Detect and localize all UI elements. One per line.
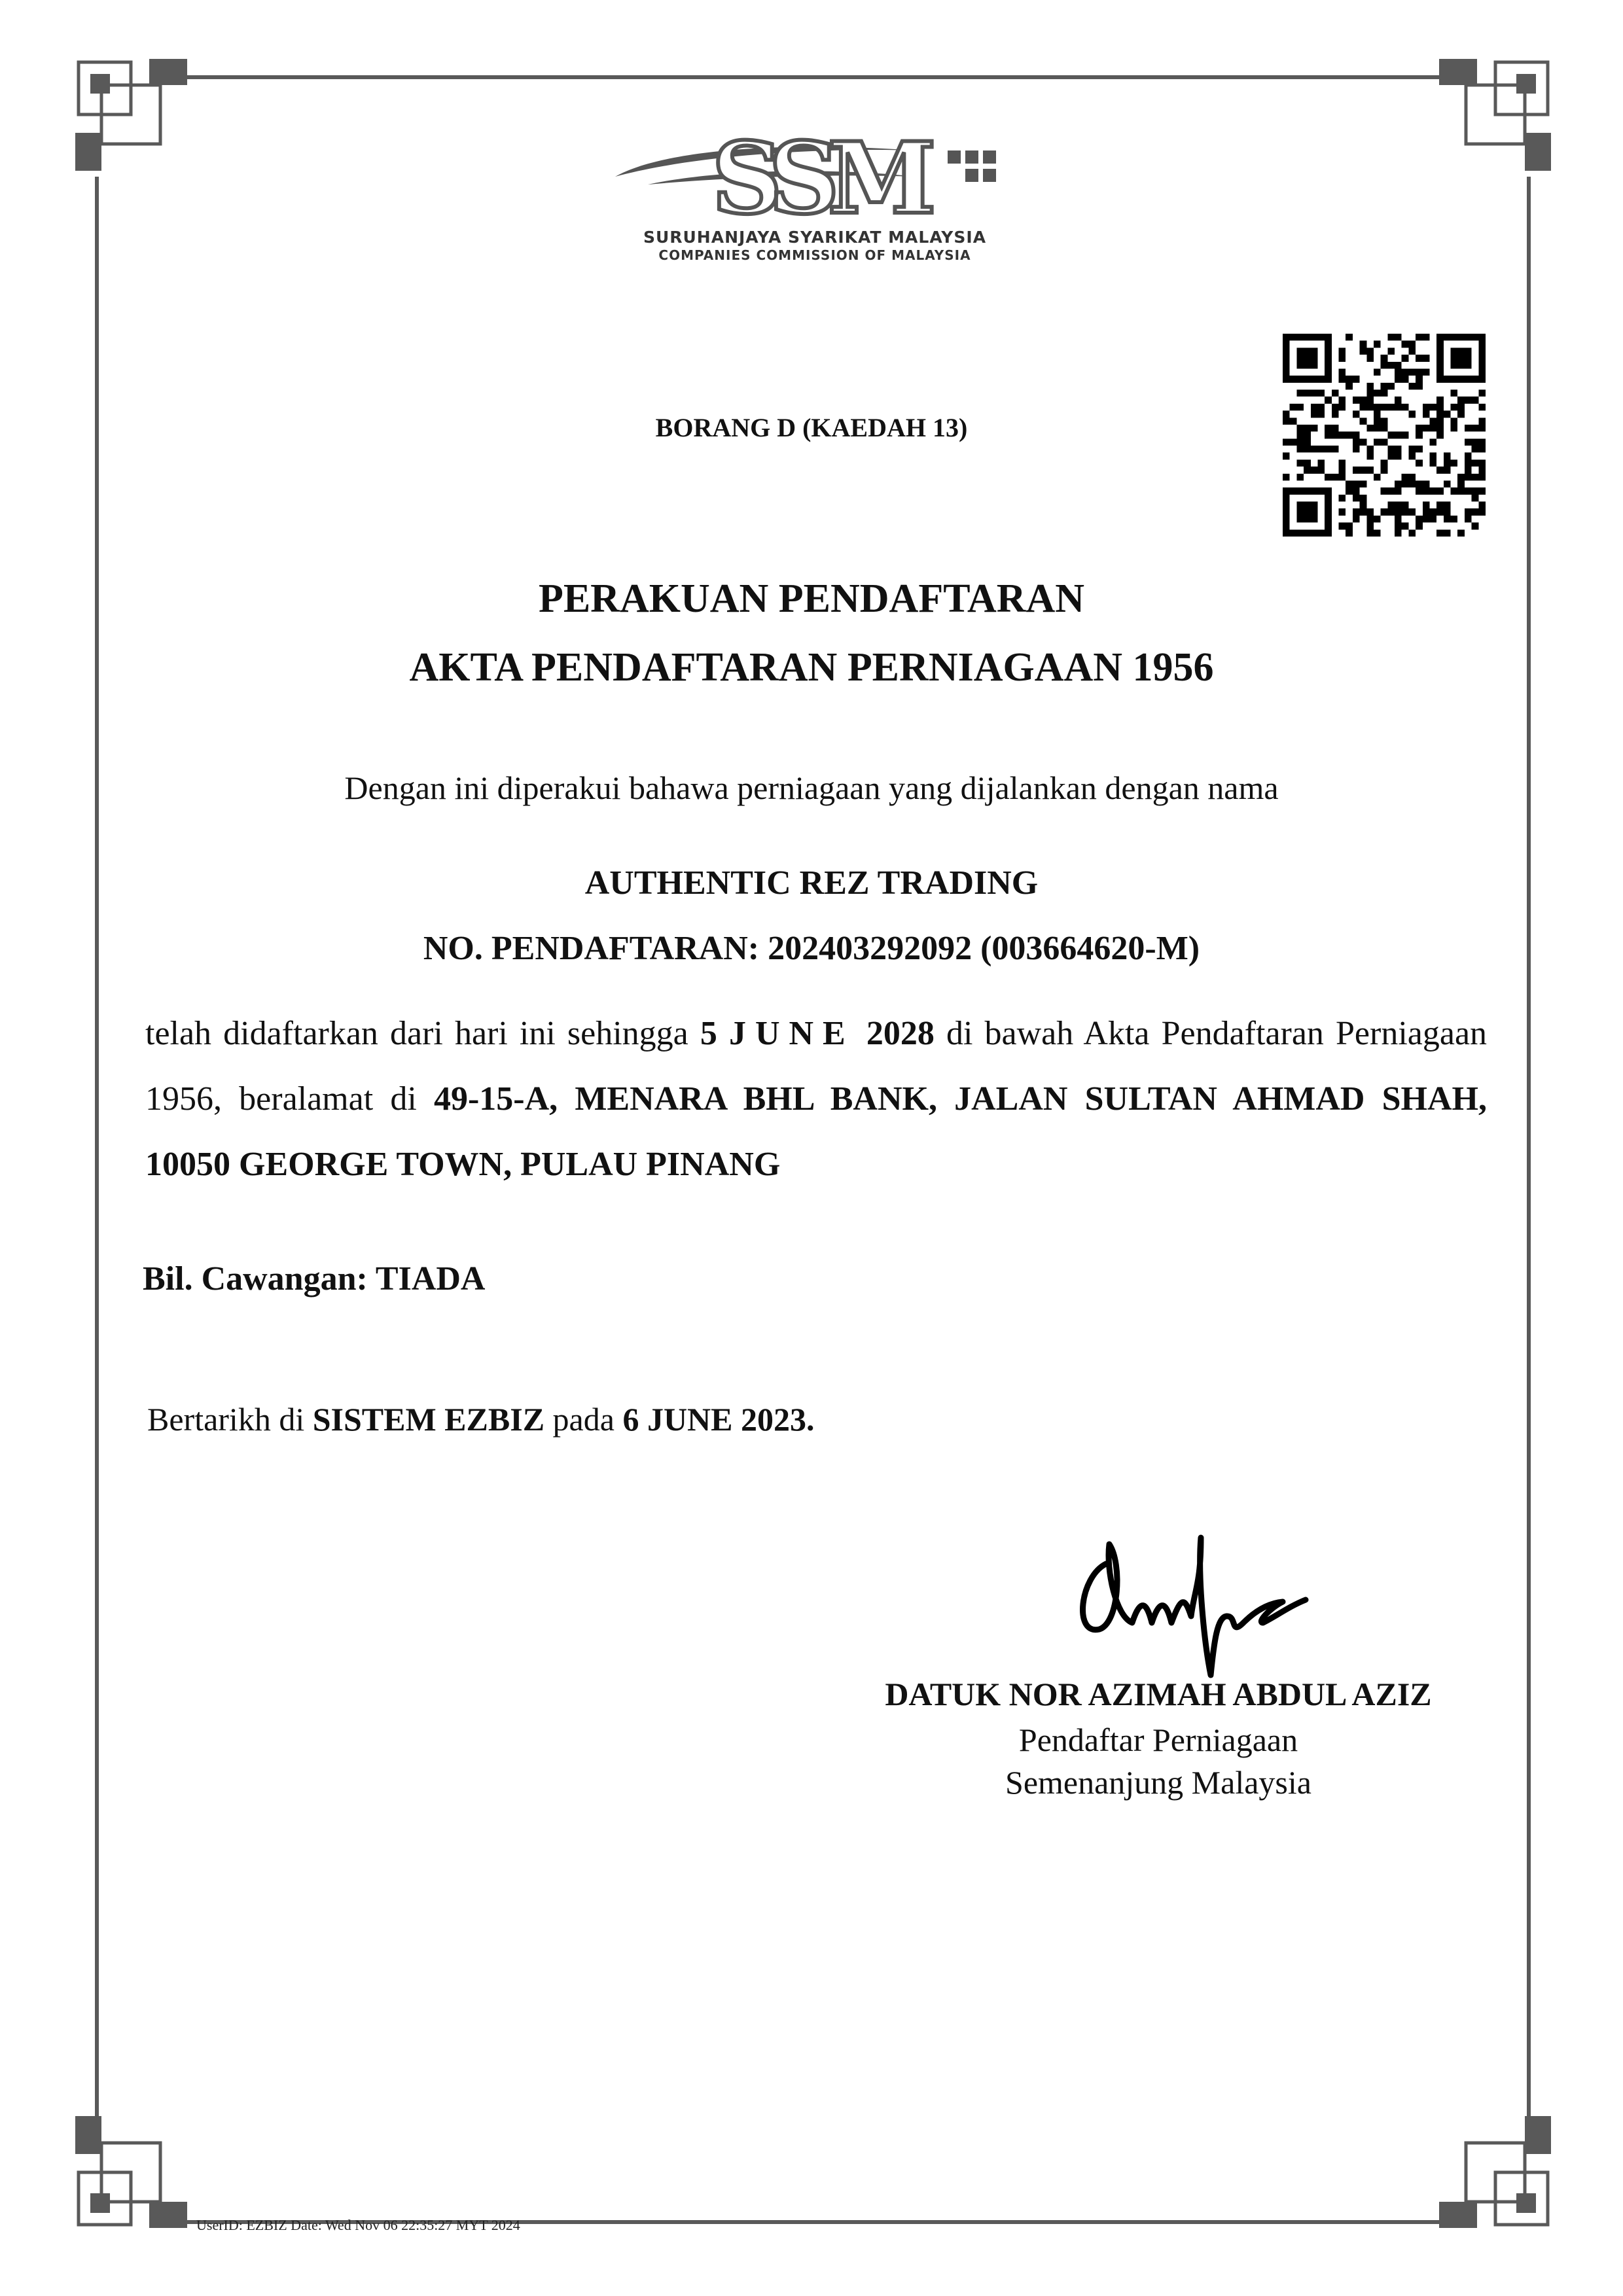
certificate-title: PERAKUAN PENDAFTARAN bbox=[538, 576, 1085, 621]
dated-statement bbox=[147, 1400, 815, 1438]
ssm-logo-letters: SSM bbox=[711, 124, 925, 229]
corner-ornament-top-left bbox=[72, 56, 190, 173]
signer-title: Pendaftar Perniagaan bbox=[1018, 1722, 1298, 1758]
registrar-signature bbox=[1060, 1525, 1309, 1682]
branch-count: Bil. Cawangan: TIADA bbox=[143, 1260, 486, 1298]
signer-name: DATUK NOR AZIMAH ABDUL AZIZ bbox=[885, 1676, 1432, 1712]
ssm-logo bbox=[609, 124, 1027, 275]
paragraph-text-1: telah didaftarkan dari hari ini sehingga bbox=[145, 1015, 700, 1052]
corner-ornament-top-right bbox=[1436, 56, 1554, 173]
business-name: AUTHENTIC REZ TRADING bbox=[584, 864, 1039, 902]
logo-name-malay: SURUHANJAYA SYARIKAT MALAYSIA bbox=[643, 228, 987, 247]
registration-paragraph bbox=[145, 1001, 1487, 1197]
expiry-month: JUNE bbox=[728, 1015, 855, 1052]
business-address: 49-15-A, MENARA BHL BANK, JALAN SULTAN AHMAD SHAH, 10050 GEORGE TOWN, PULAU PINANG bbox=[145, 1080, 1487, 1183]
ssm-logo-mark bbox=[609, 124, 1027, 229]
paragraph-text-2: di bawah Akta Pendaftaran Perniagaan 1956, beralamat di bbox=[145, 1015, 1488, 1118]
expiry-day: 5 bbox=[700, 1015, 717, 1052]
act-title: AKTA PENDAFTARAN PERNIAGAAN 1956 bbox=[409, 645, 1214, 690]
intro-statement: Dengan ini diperakui bahawa perniagaan yang dijalankan dengan nama bbox=[344, 769, 1279, 806]
footer-user-info: UserID: EZBIZ Date: Wed Nov 06 22:35:27 MYT 2024 bbox=[196, 2217, 520, 2233]
dated-prefix: Bertarikh di bbox=[147, 1401, 313, 1438]
expiry-year: 2028 bbox=[866, 1015, 935, 1052]
frame-right-line bbox=[1527, 177, 1531, 2120]
dated-middle: pada bbox=[544, 1401, 623, 1438]
signer-region: Semenanjung Malaysia bbox=[1005, 1764, 1311, 1801]
corner-ornament-bottom-left bbox=[72, 2113, 190, 2231]
dated-date: 6 JUNE 2023. bbox=[622, 1401, 815, 1438]
frame-top-line bbox=[173, 75, 1450, 79]
logo-name-english: COMPANIES COMMISSION OF MALAYSIA bbox=[658, 247, 971, 263]
corner-ornament-bottom-right bbox=[1436, 2113, 1554, 2231]
form-code: BORANG D (KAEDAH 13) bbox=[655, 413, 968, 442]
registration-number: NO. PENDAFTARAN: 202403292092 (003664620-M) bbox=[423, 930, 1200, 967]
dated-system: SISTEM EZBIZ bbox=[312, 1401, 545, 1438]
frame-left-line bbox=[95, 177, 99, 2120]
